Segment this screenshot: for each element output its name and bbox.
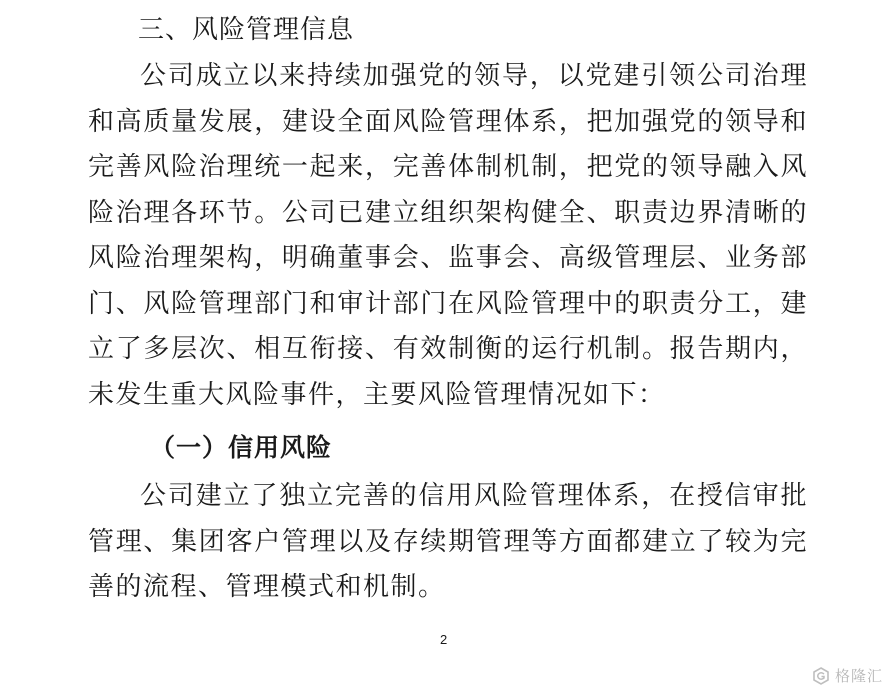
subsection-heading-credit-risk: （一）信用风险 [150, 433, 333, 462]
page-number: 2 [440, 632, 448, 647]
watermark-text: 格隆汇 [834, 668, 883, 685]
section-heading: 三、风险管理信息 [138, 15, 355, 45]
paragraph-credit-risk: 公司建立了独立完善的信用风险管理体系，在授信审批管理、集团客户管理以及存续期管理等方面都建立了较为完善的流程、管理模式和机制。 [88, 481, 808, 602]
gelonghui-logo-icon [811, 666, 831, 686]
paragraph-risk-governance: 公司成立以来持续加强党的领导，以党建引领公司治理和高质量发展，建设全面风险管理体系，把加强党的领导和完善风险治理统一起来，完善体制机制，把党的领导融入风险治理各环节。公司已建立组织架构健全、职责边界清晰的风险治理架构，明确董事会、监事会、高级管理层、业务部门、风险管理部门和审计部门在风险管理中的职责分工，建立了多层次、相互衔接、有效制衡的运行机制。报告期内，未发生重大风险事件，主要风险管理情况如下： [88, 61, 808, 410]
watermark [811, 665, 883, 686]
